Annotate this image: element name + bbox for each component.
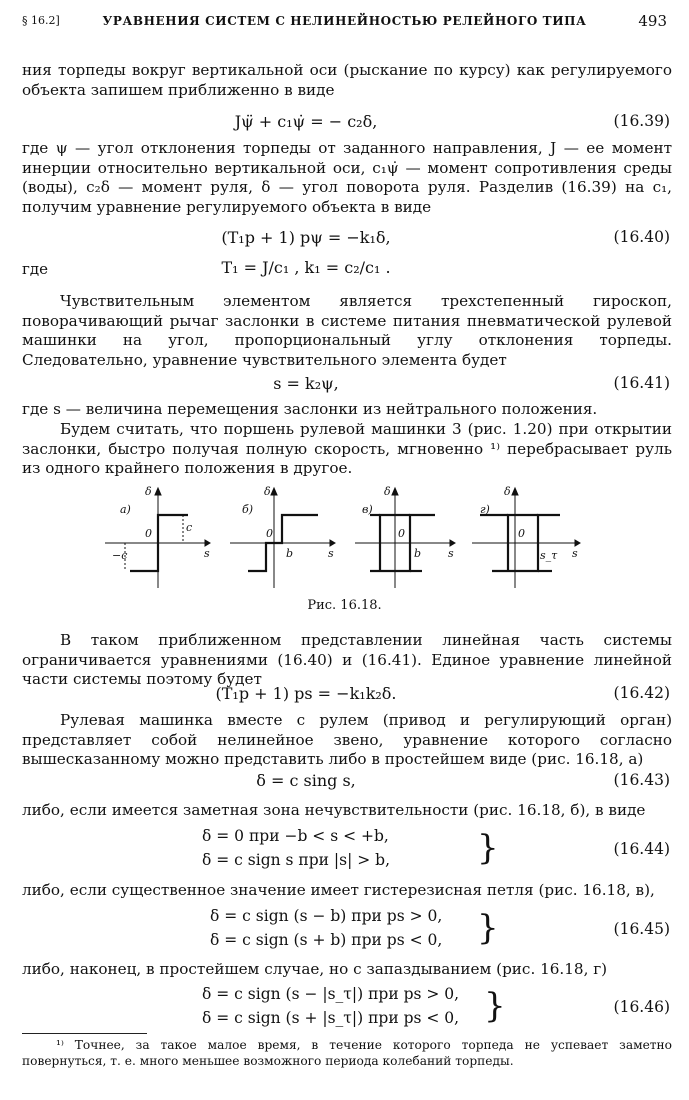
figure-16-18 (100, 483, 590, 593)
equation-16-40-definitions (22, 258, 670, 280)
equation-line-1: δ = c sign (s − |s_τ|) при ps > 0, (202, 985, 460, 1003)
equation-line-2: δ = c sign s при |s| > b, (202, 851, 391, 869)
section-number: § 16.2] (22, 14, 60, 27)
panel-c-origin-label: 0 (398, 527, 405, 540)
panel-d-delta-label: δ (504, 485, 511, 498)
paragraph-10: либо, наконец, в простейшем случае, но с запаздыванием (рис. 16.18, г) (22, 960, 608, 978)
panel-b-origin-label: 0 (266, 527, 273, 540)
paragraph-9: либо, если существенное значение имеет гистерезисная петля (рис. 16.18, в), (22, 881, 655, 899)
paragraph-3: Чувствительным элементом является трехстепенный гироскоп, поворачивающий рычаг заслонки в системе питания пневматической рулевой машинки на угол, пропорциональный углу отклонения торпеды. Следовательно, уравнение чувствительного элемента будет (22, 292, 672, 369)
paragraph-8: либо, если имеется заметная зона нечувствительности (рис. 16.18, б), в виде (22, 801, 646, 819)
equation-body: Jψ̈ + c₁ψ̇ = − c₂δ, (234, 112, 378, 131)
footnote: ¹⁾ Точнее, за такое малое время, в течение которого торпеда не успевает заметно повернуться, т. е. много меньшее возможного периода колебаний торпеды. (22, 1038, 672, 1068)
equation-number: (16.45) (613, 920, 670, 938)
right-brace: } (477, 828, 499, 868)
panel-a-c-label: c (186, 521, 193, 534)
equation-number: (16.46) (613, 998, 670, 1016)
equation-line-2: δ = c sign (s + b) при ps < 0, (210, 931, 443, 949)
equation-number: (16.39) (613, 112, 670, 130)
running-title: УРАВНЕНИЯ СИСТЕМ С НЕЛИНЕЙНОСТЬЮ РЕЛЕЙНОГО ТИПА (102, 14, 587, 28)
equation-number: (16.42) (613, 684, 670, 702)
equation-line-1: δ = 0 при −b < s < +b, (202, 827, 389, 845)
equation-16-44 (22, 827, 670, 877)
panel-d-origin-label: 0 (518, 527, 525, 540)
right-brace: } (477, 908, 499, 948)
equation-body: (T₁p + 1) pψ = −k₁δ, (221, 228, 391, 247)
equation-line-2: δ = c sign (s + |s_τ|) при ps < 0, (202, 1009, 460, 1027)
page-number: 493 (638, 12, 667, 30)
panel-b-b-label: b (286, 547, 294, 560)
equation-number: (16.44) (613, 840, 670, 858)
paragraph-5: Будем считать, что поршень рулевой машинки 3 (рис. 1.20) при открытии заслонки, быстро получая полную скорость, мгновенно ¹⁾ перебрасывает руль из одного крайнего положения в другое. (22, 420, 672, 477)
equation-16-39 (22, 112, 670, 134)
panel-a-delta-label: δ (145, 485, 152, 498)
footnote-rule (22, 1033, 147, 1034)
equation-body: T₁ = J/c₁ , k₁ = c₂/c₁ . (221, 258, 391, 277)
equation-number: (16.43) (613, 771, 670, 789)
paragraph-1: ния торпеды вокруг вертикальной оси (рыскание по курсу) как регулируемого объекта запишем приближенно в виде (22, 61, 672, 99)
equation-16-46 (22, 985, 670, 1035)
panel-d-s-label: s (572, 547, 578, 560)
paragraph-7: Рулевая машинка вместе с рулем (привод и регулирующий орган) представляет собой нелинейное звено, уравнение которого согласно вышесказанному можно представить либо в простейшем виде (рис. 16.18, а) (22, 711, 672, 768)
panel-b-delta-label: δ (264, 485, 271, 498)
panel-a-s-label: s (204, 547, 210, 560)
panel-a-minus-c-label: −c (112, 549, 128, 562)
panel-b-s-label: s (328, 547, 334, 560)
equation-body: (T₁p + 1) ps = −k₁k₂δ. (215, 684, 397, 703)
panel-c-b-label: b (414, 547, 422, 560)
equation-16-41 (22, 374, 670, 396)
panel-c-s-label: s (448, 547, 454, 560)
equation-number: (16.41) (613, 374, 670, 392)
paragraph-2: где ψ — угол отклонения торпеды от заданного направления, J — ее момент инерции относительно вертикальной оси, c₁ψ̇ — момент сопротивления среды (воды), c₂δ — момент руля, δ — угол поворота руля. Разделив (16.39) на c₁, получим уравнение регулируемого объекта в виде (22, 139, 672, 216)
equation-line-1: δ = c sign (s − b) при ps > 0, (210, 907, 443, 925)
equation-16-42 (22, 684, 670, 706)
equation-16-45 (22, 907, 670, 957)
where-label: где (22, 260, 48, 278)
paragraph-4: где s — величина перемещения заслонки из нейтрального положения. (22, 400, 598, 418)
figure-caption: Рис. 16.18. (307, 598, 382, 613)
panel-c-delta-label: δ (384, 485, 391, 498)
right-brace: } (484, 986, 506, 1026)
paragraph-6: В таком приближенном представлении линейная часть системы ограничивается уравнениями (16.40) и (16.41). Единое уравнение линейной части системы поэтому будет (22, 631, 672, 688)
running-header (22, 12, 667, 36)
equation-16-40 (22, 228, 670, 250)
equation-number: (16.40) (613, 228, 670, 246)
equation-16-43 (22, 771, 670, 793)
panel-a-tag: а) (120, 503, 131, 516)
panel-c-tag: в) (362, 503, 373, 516)
equation-body: δ = c sing s, (256, 771, 356, 790)
panel-a-origin-label: 0 (145, 527, 152, 540)
panel-b-tag: б) (242, 503, 254, 516)
panel-d-s-tau-label: s_τ (540, 549, 558, 562)
equation-body: s = k₂ψ, (273, 374, 339, 393)
panel-d-tag: г) (480, 503, 490, 516)
